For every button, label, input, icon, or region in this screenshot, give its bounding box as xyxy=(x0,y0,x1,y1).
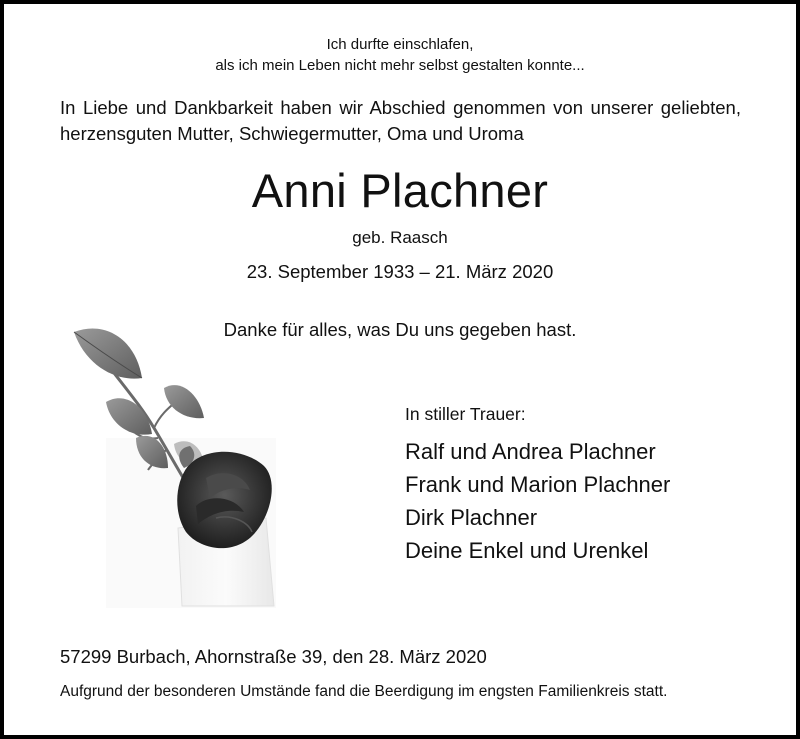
motto-line-2: als ich mein Leben nicht mehr selbst gestalten konnte... xyxy=(215,57,585,74)
rose-in-vase-icon xyxy=(66,318,280,608)
intro-text: In Liebe und Dankbarkeit haben wir Abschied genommen von unserer geliebten, herzensguten Mutter, Schwiegermutter, Oma und Uroma xyxy=(60,97,741,144)
mourner-2: Frank und Marion Plachner xyxy=(405,472,671,497)
life-dates: 23. September 1933 – 21. März 2020 xyxy=(246,261,554,282)
place-and-date: 57299 Burbach, Ahornstraße 39, den 28. März 2020 xyxy=(60,646,487,667)
mourner-4: Deine Enkel und Urenkel xyxy=(405,538,649,563)
birth-name: geb. Raasch xyxy=(352,228,448,247)
mourner-1: Ralf und Andrea Plachner xyxy=(405,439,656,464)
thanks-line: Danke für alles, was Du uns gegeben hast. xyxy=(223,319,577,340)
mourning-heading: In stiller Trauer: xyxy=(405,404,526,424)
funeral-note: Aufgrund der besonderen Umstände fand die Beerdigung im engsten Familienkreis statt. xyxy=(60,683,668,700)
mourner-3: Dirk Plachner xyxy=(405,505,538,530)
deceased-name: Anni Plachner xyxy=(251,164,549,217)
motto-line-1: Ich durfte einschlafen, xyxy=(326,36,474,53)
